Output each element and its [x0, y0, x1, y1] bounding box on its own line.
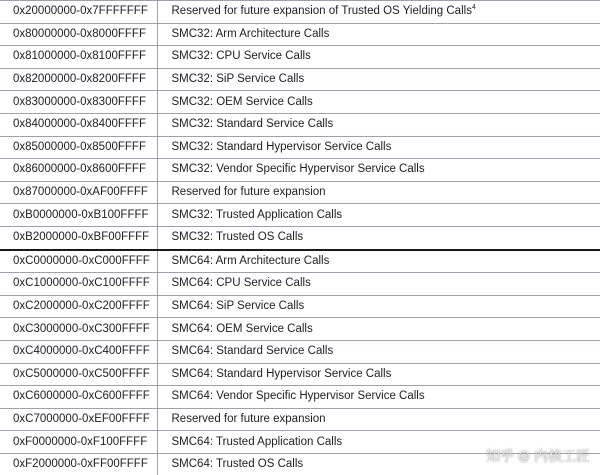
description-cell	[157, 1, 600, 24]
description-cell: SMC32: Standard Hypervisor Service Calls	[157, 136, 600, 159]
zhihu-watermark	[486, 446, 590, 466]
range-cell: 0x20000000-0x7FFFFFFF	[0, 1, 157, 24]
range-cell: 0x87000000-0xAF00FFFF	[0, 181, 157, 204]
table-row	[0, 295, 600, 318]
table-row	[0, 159, 600, 182]
range-cell: 0x83000000-0x8300FFFF	[0, 91, 157, 114]
description-cell: SMC64: Arm Architecture Calls	[157, 250, 600, 273]
table-row	[0, 273, 600, 296]
description-cell: Reserved for future expansion	[157, 408, 600, 431]
range-cell: 0xC4000000-0xC400FFFF	[0, 340, 157, 363]
table-row	[0, 23, 600, 46]
description-cell: SMC64: Standard Hypervisor Service Calls	[157, 363, 600, 386]
table-row	[0, 204, 600, 227]
description-cell: SMC32: CPU Service Calls	[157, 46, 600, 69]
range-cell: 0xC6000000-0xC600FFFF	[0, 386, 157, 409]
range-cell: 0x81000000-0x8100FFFF	[0, 46, 157, 69]
range-cell: 0xC1000000-0xC100FFFF	[0, 273, 157, 296]
watermark-author: 内核工匠	[534, 449, 590, 465]
description-cell: SMC32: Vendor Specific Hypervisor Service Calls	[157, 159, 600, 182]
table-row	[0, 250, 600, 273]
table-row	[0, 136, 600, 159]
description-cell: SMC64: Trusted OS Calls	[157, 453, 600, 475]
description-cell: SMC64: SiP Service Calls	[157, 295, 600, 318]
description-text: Reserved for future expansion of Trusted OS Yielding Calls	[171, 5, 472, 18]
table-row	[0, 1, 600, 24]
description-cell: SMC64: Vendor Specific Hypervisor Service Calls	[157, 386, 600, 409]
table-row	[0, 46, 600, 69]
range-cell: 0xC2000000-0xC200FFFF	[0, 295, 157, 318]
description-cell: SMC64: Trusted Application Calls	[157, 431, 600, 454]
range-cell: 0xB0000000-0xB100FFFF	[0, 204, 157, 227]
description-cell: SMC64: CPU Service Calls	[157, 273, 600, 296]
table-row	[0, 340, 600, 363]
description-cell: SMC64: OEM Service Calls	[157, 318, 600, 341]
description-cell: SMC32: Standard Service Calls	[157, 113, 600, 136]
watermark-site: 知乎	[486, 449, 514, 465]
table-row	[0, 226, 600, 249]
table-row	[0, 386, 600, 409]
range-cell: 0xC7000000-0xEF00FFFF	[0, 408, 157, 431]
watermark-separator: @	[518, 449, 530, 463]
description-cell: SMC32: OEM Service Calls	[157, 91, 600, 114]
description-cell: Reserved for future expansion	[157, 181, 600, 204]
table-row	[0, 113, 600, 136]
range-cell: 0x86000000-0x8600FFFF	[0, 159, 157, 182]
table-row	[0, 318, 600, 341]
range-cell: 0x80000000-0x8000FFFF	[0, 23, 157, 46]
range-cell: 0xB2000000-0xBF00FFFF	[0, 226, 157, 249]
description-cell: SMC32: Arm Architecture Calls	[157, 23, 600, 46]
range-cell: 0xF0000000-0xF100FFFF	[0, 431, 157, 454]
description-cell: SMC32: SiP Service Calls	[157, 68, 600, 91]
range-cell: 0x85000000-0x8500FFFF	[0, 136, 157, 159]
description-cell: SMC32: Trusted Application Calls	[157, 204, 600, 227]
range-cell: 0x84000000-0x8400FFFF	[0, 113, 157, 136]
range-cell: 0xC5000000-0xC500FFFF	[0, 363, 157, 386]
table-row	[0, 363, 600, 386]
table-row	[0, 68, 600, 91]
footnote-marker: 4	[471, 4, 476, 12]
range-cell: 0xC3000000-0xC300FFFF	[0, 318, 157, 341]
range-cell: 0x82000000-0x8200FFFF	[0, 68, 157, 91]
range-cell: 0xC0000000-0xC000FFFF	[0, 250, 157, 273]
description-cell: SMC32: Trusted OS Calls	[157, 226, 600, 249]
table-row	[0, 408, 600, 431]
table-row	[0, 91, 600, 114]
description-cell: SMC64: Standard Service Calls	[157, 340, 600, 363]
range-cell: 0xF2000000-0xFF00FFFF	[0, 453, 157, 475]
table-row	[0, 181, 600, 204]
